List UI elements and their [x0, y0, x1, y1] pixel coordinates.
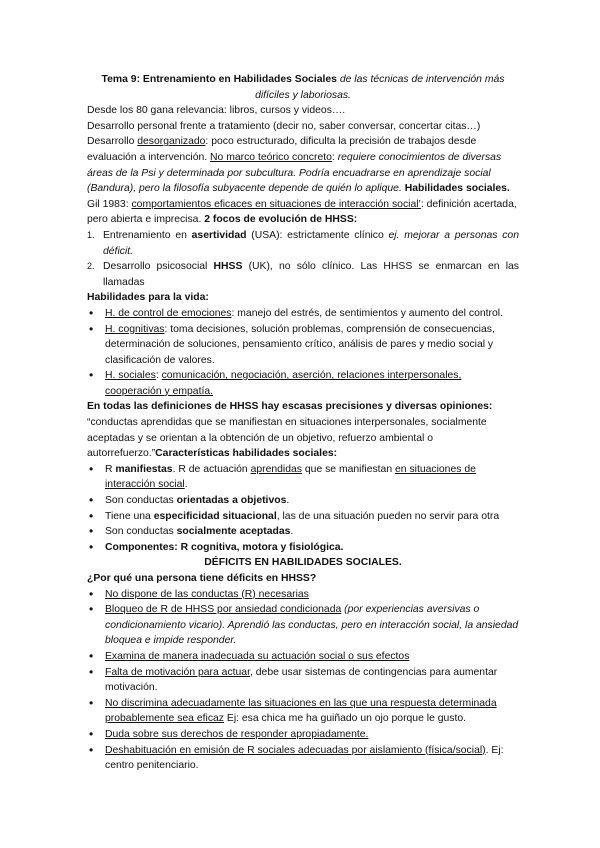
foci-list [87, 228, 519, 290]
intro-paragraph-gil: Gil 1983: comportamientos eficaces en situaciones de interacción social’: definición acertada, pero abierta e imprecisa. 2 focos de evolución de HHSS: [87, 198, 517, 226]
list-item: • H. sociales: comunicación, negociación, aserción, relaciones interpersonales, cooperación y empatía. [87, 368, 519, 399]
list-item: • Bloqueo de R de HHSS por ansiedad condicionada (por experiencias aversivas o condicionamiento vicario). Aprendió las conductas, pero en interacción social, la ansiedad bloquea e impide responder. [87, 602, 519, 649]
document-body [87, 72, 519, 774]
deficits-question: ¿Por qué una persona tiene déficits en HHSS? [87, 573, 317, 584]
list-item: • No discrimina adecuadamente las situaciones en las que una respuesta determinada probablemente sea eficaz Ej: esa chica me ha guiñado un ojo porque le gusto. [87, 696, 519, 727]
list-item: • Son conductas socialmente aceptadas. [87, 524, 519, 540]
intro-line-1: Desde los 80 gana relevancia: libros, cursos y videos…. [87, 105, 346, 117]
list-item: • Falta de motivación para actuar, debe usar sistemas de contingencias para aumentar motivación. [87, 665, 519, 696]
list-item: • No dispone de las conductas (R) necesarias [87, 587, 519, 603]
definiciones-heading: En todas las definiciones de HHSS hay escasas precisiones y diversas opiniones: [87, 401, 493, 413]
habilidades-heading: Habilidades para la vida: [87, 292, 209, 304]
list-item: • Deshabituación en emisión de R sociales adecuadas por aislamiento (física/social). Ej: centro penitenciario. [87, 743, 519, 774]
list-item: • Tiene una especificidad situacional, las de una situación pueden no servir para otra [87, 509, 519, 525]
list-item: • R manifiestas. R de actuación aprendidas que se manifiestan en situaciones de interacción social. [87, 462, 519, 493]
list-item: 1. Entrenamiento en asertividad (USA): estrictamente clínico ej. mejorar a personas con déficit. [87, 229, 519, 257]
list-item: • H. de control de emociones: manejo del estrés, de sentimientos y aumento del control. [87, 306, 519, 322]
deficits-heading: DÉFICITS EN HABILIDADES SOCIALES. [204, 557, 402, 569]
deficits-list [87, 587, 519, 774]
list-item: • H. cognitivas: toma decisiones, solución problemas, comprensión de consecuencias, determinación de soluciones, pensamiento crítico, análisis de pares y medio social y clasificación de valores. [87, 322, 519, 369]
intro-paragraph-desarrollo: Desarrollo desorganizado: poco estructurado, dificulta la precisión de trabajos desde evaluación a intervención. No marco teórico concreto: requiere conocimientos de diversas áreas de la Psi y determinada por subcultura. Podría encuadrarse en aprendizaje social (Bandura), pero la filosofía subyacente depende de quién lo aplique. Habilidades sociales. [87, 136, 510, 195]
definicion-quote: “conductas aprendidas que se manifiestan en situaciones interpersonales, socialmente aceptadas y se orientan a la obtención de un objetivo, refuerzo ambiental o autorrefuerzo.”Características habilidades sociales: [87, 417, 487, 460]
list-item: • Componentes: R cognitiva, motora y fisiológica. [87, 540, 519, 556]
habilidades-list [87, 306, 519, 400]
list-item: • Son conductas orientadas a objetivos. [87, 493, 519, 509]
page-title: Tema 9: Entrenamiento en Habilidades Sociales de las técnicas de intervención más difíciles y laboriosas. [101, 74, 505, 101]
list-item: • Duda sobre sus derechos de responder apropiadamente. [87, 727, 519, 743]
list-item: • Examina de manera inadecuada su actuación social o sus efectos [87, 649, 519, 665]
intro-line-2: Desarrollo personal frente a tratamiento (decir no, saber conversar, concertar citas…) [87, 120, 481, 132]
caracteristicas-list [87, 462, 519, 556]
list-item: 2. Desarrollo psicosocial HHSS (UK), no sólo clínico. Las HHSS se enmarcan en las llamadas [87, 261, 519, 288]
